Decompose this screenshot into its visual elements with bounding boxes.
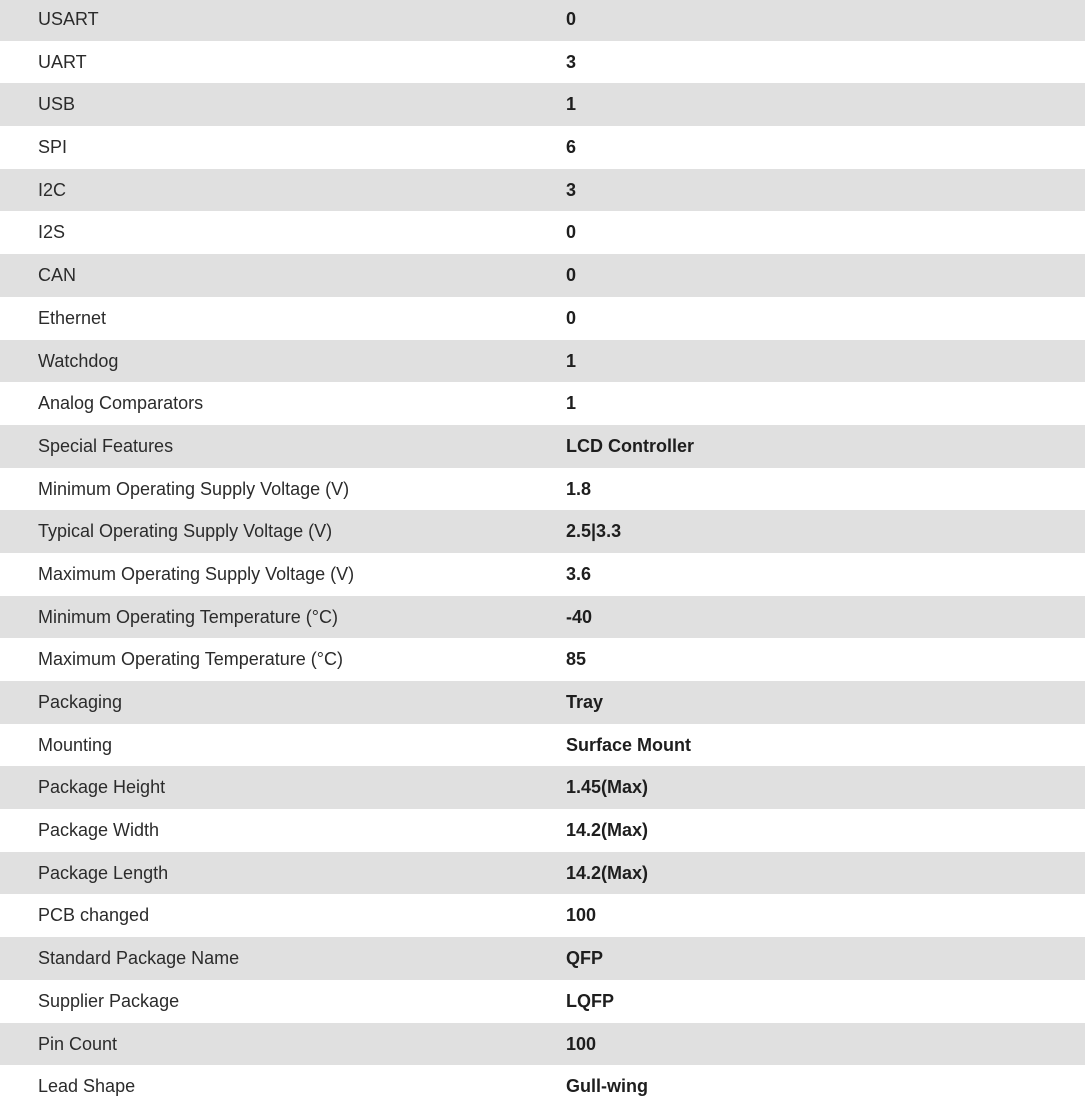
spec-row-uart (0, 41, 1085, 84)
spec-row-watchdog (0, 340, 1085, 383)
spec-row-usart (0, 0, 1085, 41)
spec-label: Package Height (38, 777, 166, 798)
spec-row-min-temperature (0, 596, 1085, 639)
spec-value: Surface Mount (566, 734, 692, 755)
spec-row-min-supply-voltage (0, 468, 1085, 511)
spec-label: PCB changed (38, 905, 150, 926)
spec-label: Mounting (38, 734, 113, 755)
spec-value: 0 (566, 265, 577, 286)
spec-row-usb (0, 83, 1085, 126)
spec-value: -40 (566, 606, 593, 627)
spec-value: 0 (566, 307, 577, 328)
spec-row-can (0, 254, 1085, 297)
spec-label: Ethernet (38, 307, 107, 328)
spec-value: 14.2(Max) (566, 820, 649, 841)
spec-row-special-features (0, 425, 1085, 468)
spec-label: Minimum Operating Supply Voltage (V) (38, 478, 350, 499)
spec-label: Supplier Package (38, 990, 180, 1011)
spec-row-standard-package-name (0, 937, 1085, 980)
spec-label: Maximum Operating Supply Voltage (V) (38, 563, 355, 584)
spec-row-ethernet (0, 297, 1085, 340)
spec-value: 3 (566, 179, 577, 200)
spec-row-typ-supply-voltage (0, 510, 1085, 553)
spec-value: 3 (566, 51, 577, 72)
spec-label: Typical Operating Supply Voltage (V) (38, 521, 333, 542)
spec-row-package-length (0, 852, 1085, 895)
spec-value: 0 (566, 222, 577, 243)
spec-value: QFP (566, 948, 604, 969)
spec-value: Gull-wing (566, 1076, 648, 1097)
spec-value: 85 (566, 649, 587, 670)
spec-row-max-temperature (0, 638, 1085, 681)
spec-label: SPI (38, 137, 68, 158)
spec-value: 0 (566, 9, 577, 29)
spec-value: 1.45(Max) (566, 777, 649, 798)
spec-value: 100 (566, 1033, 597, 1054)
spec-value: 2.5|3.3 (566, 521, 622, 542)
spec-value: 1.8 (566, 478, 592, 499)
spec-value: 3.6 (566, 563, 592, 584)
spec-row-supplier-package (0, 980, 1085, 1023)
spec-label: Lead Shape (38, 1076, 136, 1097)
spec-value: LQFP (566, 990, 614, 1011)
spec-row-mounting (0, 724, 1085, 767)
spec-row-packaging (0, 681, 1085, 724)
spec-label: USART (38, 9, 99, 29)
spec-row-package-height (0, 766, 1085, 809)
spec-row-analog-comparators (0, 382, 1085, 425)
spec-label: Packaging (38, 692, 123, 712)
spec-value: 6 (566, 137, 577, 158)
spec-label: I2C (38, 179, 67, 200)
spec-label: Watchdog (38, 350, 119, 371)
spec-row-max-supply-voltage (0, 553, 1085, 596)
spec-value: LCD Controller (566, 435, 694, 456)
spec-label: USB (38, 94, 76, 115)
spec-label: Special Features (38, 435, 174, 456)
spec-value: 100 (566, 905, 597, 926)
spec-label: UART (38, 51, 87, 72)
spec-value: 1 (566, 393, 577, 414)
spec-label: Standard Package Name (38, 948, 240, 969)
spec-row-package-width (0, 809, 1085, 852)
spec-row-pin-count (0, 1023, 1085, 1066)
spec-label: I2S (38, 222, 66, 243)
spec-value: Tray (566, 692, 604, 712)
spec-label: Package Length (38, 862, 169, 883)
spec-row-i2s (0, 211, 1085, 254)
spec-label: Analog Comparators (38, 393, 204, 414)
spec-value: 14.2(Max) (566, 862, 649, 883)
spec-value: 1 (566, 350, 577, 371)
spec-label: Package Width (38, 820, 160, 841)
spec-row-pcb-changed (0, 894, 1085, 937)
spec-row-i2c (0, 169, 1085, 212)
spec-label: Pin Count (38, 1033, 118, 1054)
spec-value: 1 (566, 94, 577, 115)
spec-label: Maximum Operating Temperature (°C) (38, 649, 343, 670)
spec-label: CAN (38, 265, 77, 286)
spec-label: Minimum Operating Temperature (°C) (38, 606, 338, 627)
spec-row-lead-shape (0, 1065, 1085, 1108)
spec-row-spi (0, 126, 1085, 169)
